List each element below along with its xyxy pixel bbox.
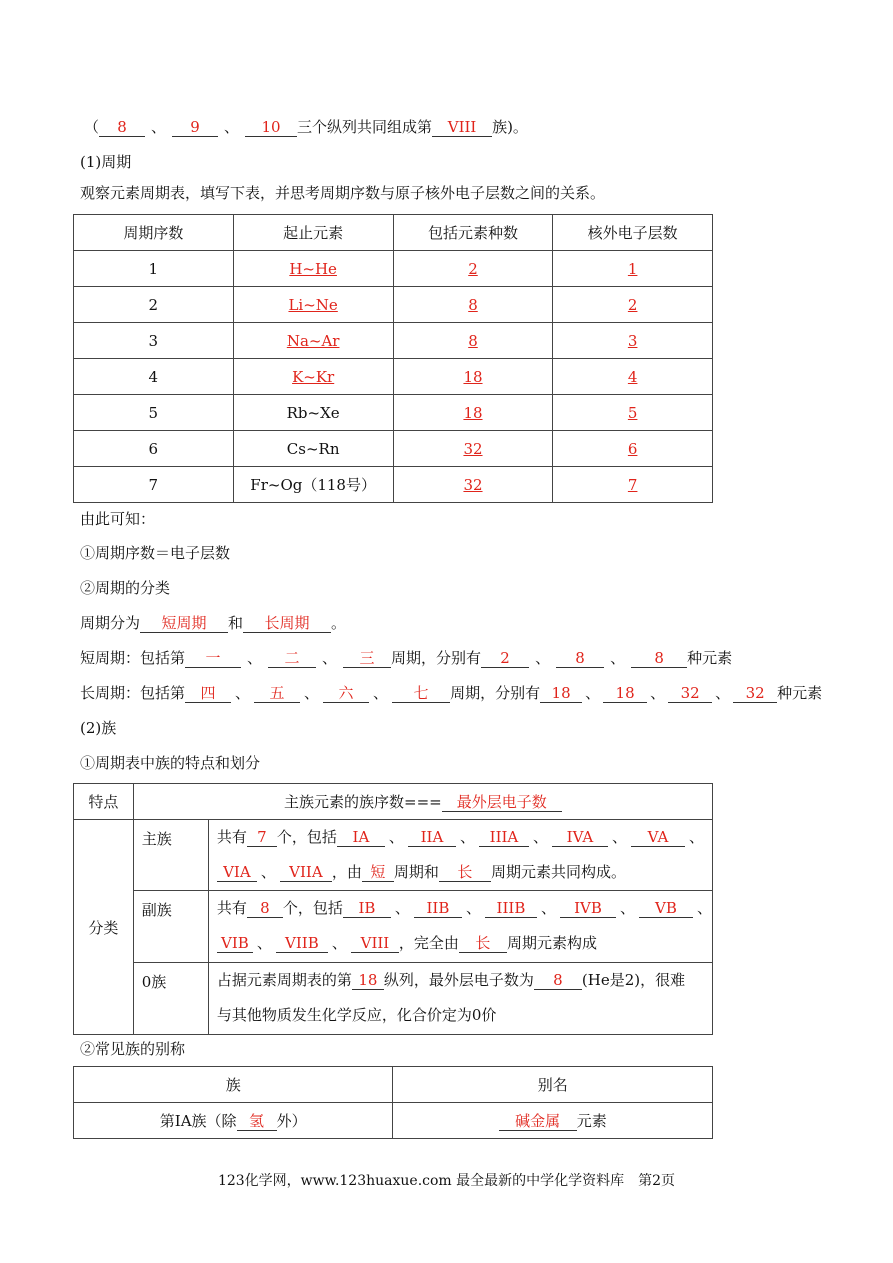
table-row: 7 Fr~Og（118号） 32 7 — [74, 467, 713, 503]
header-cell: 族 — [74, 1067, 393, 1103]
header-cell: 别名 — [393, 1067, 713, 1103]
long-period: 长周期：包括第 四 、 五 、 六 、 七 周期，分别有 18 、 18 、 32 、 32 种元素 — [80, 684, 823, 702]
zero-group-cell: 占据元素周期表的第 18 纵列，最外层电子数为 8 (He是2)，很难 与其他物质发生化学反应，化合价定为0价 — [208, 963, 712, 1035]
paren: （ — [84, 118, 100, 136]
table-row: 5 Rb~Xe 18 5 — [74, 395, 713, 431]
alias-table — [73, 1066, 713, 1139]
blank[interactable]: 长周期 — [243, 614, 331, 633]
blank[interactable]: 8 — [631, 649, 687, 668]
group-viii-sentence: （ 8 、 9 、 10 三个纵列共同组成第 VIII 族)。 — [84, 118, 528, 136]
blank[interactable]: 五 — [254, 684, 300, 703]
header-cell: 核外电子层数 — [553, 215, 713, 251]
blank[interactable]: 18 — [540, 684, 582, 703]
blank[interactable]: 四 — [185, 684, 231, 703]
section-heading: (1)周期 — [80, 153, 132, 171]
blank[interactable]: 32 — [733, 684, 777, 703]
table-row: 4 K~Kr 18 4 — [74, 359, 713, 395]
blank[interactable]: 最外层电子数 — [442, 793, 562, 812]
sub-group-label: 副族 — [133, 891, 208, 963]
blank[interactable]: 8 — [556, 649, 604, 668]
sub-group-cell: 共有 8 个，包括 IB 、 IIB 、 IIIB 、 IVB 、 VB 、 VIB 、 VIIB 、 VIII ，完全由 长 周期元素构成 — [208, 891, 712, 963]
feature-label: 特点 — [74, 784, 134, 820]
period-classes: 周期分为 短周期 和 长周期 。 — [80, 614, 347, 632]
class-label: 分类 — [74, 820, 134, 1035]
blank[interactable]: 三 — [343, 649, 391, 668]
main-group-label: 主族 — [133, 820, 208, 891]
rule-1: ①周期序数＝电子层数 — [80, 544, 231, 562]
table-row: 2 Li~Ne 8 2 — [74, 287, 713, 323]
blank[interactable]: 短周期 — [140, 614, 228, 633]
section-heading: (2)族 — [80, 719, 117, 737]
alias-subheading: ②常见族的别称 — [80, 1040, 186, 1058]
table-row: 3 Na~Ar 8 3 — [74, 323, 713, 359]
group-table — [73, 783, 713, 1035]
blank[interactable]: 18 — [603, 684, 647, 703]
table-row: 1 H~He 2 1 — [74, 251, 713, 287]
period-table — [73, 214, 713, 503]
blank[interactable]: 9 — [172, 118, 218, 137]
blank[interactable]: 2 — [481, 649, 529, 668]
blank[interactable]: VIII — [432, 118, 492, 137]
blank[interactable]: 10 — [245, 118, 297, 137]
short-period: 短周期：包括第 一 、 二 、 三 周期，分别有 2 、 8 、 8 种元素 — [80, 649, 733, 667]
header-cell: 起止元素 — [233, 215, 393, 251]
blank[interactable]: 六 — [323, 684, 369, 703]
instruction: 观察元素周期表，填写下表，并思考周期序数与原子核外电子层数之间的关系。 — [80, 184, 606, 202]
blank[interactable]: 一 — [185, 649, 241, 668]
blank[interactable]: 二 — [268, 649, 316, 668]
blank[interactable]: 32 — [668, 684, 712, 703]
rule-2: ②周期的分类 — [80, 579, 171, 597]
blank[interactable]: 8 — [99, 118, 145, 137]
feature-cell: 主族元素的族序数=== 最外层电子数 — [133, 784, 712, 820]
table-row: 6 Cs~Rn 32 6 — [74, 431, 713, 467]
header-cell: 周期序数 — [74, 215, 234, 251]
conclusion: 由此可知： — [80, 510, 156, 528]
group-subheading: ①周期表中族的特点和划分 — [80, 754, 261, 772]
zero-group-label: 0族 — [133, 963, 208, 1035]
page-footer: 123化学网，www.123huaxue.com 最全最新的中学化学资料库 第2页 — [217, 1173, 676, 1189]
main-group-cell: 共有 7 个，包括 IA 、 IIA 、 IIIA 、 IVA 、 VA 、 VIA 、 VIIA ，由 短 周期和 长 周期元素共同构成。 — [208, 820, 712, 891]
blank[interactable]: 七 — [392, 684, 450, 703]
table-row: 第IA族（除 氢 外） 碱金属 元素 — [74, 1103, 713, 1139]
header-cell: 包括元素种数 — [393, 215, 553, 251]
